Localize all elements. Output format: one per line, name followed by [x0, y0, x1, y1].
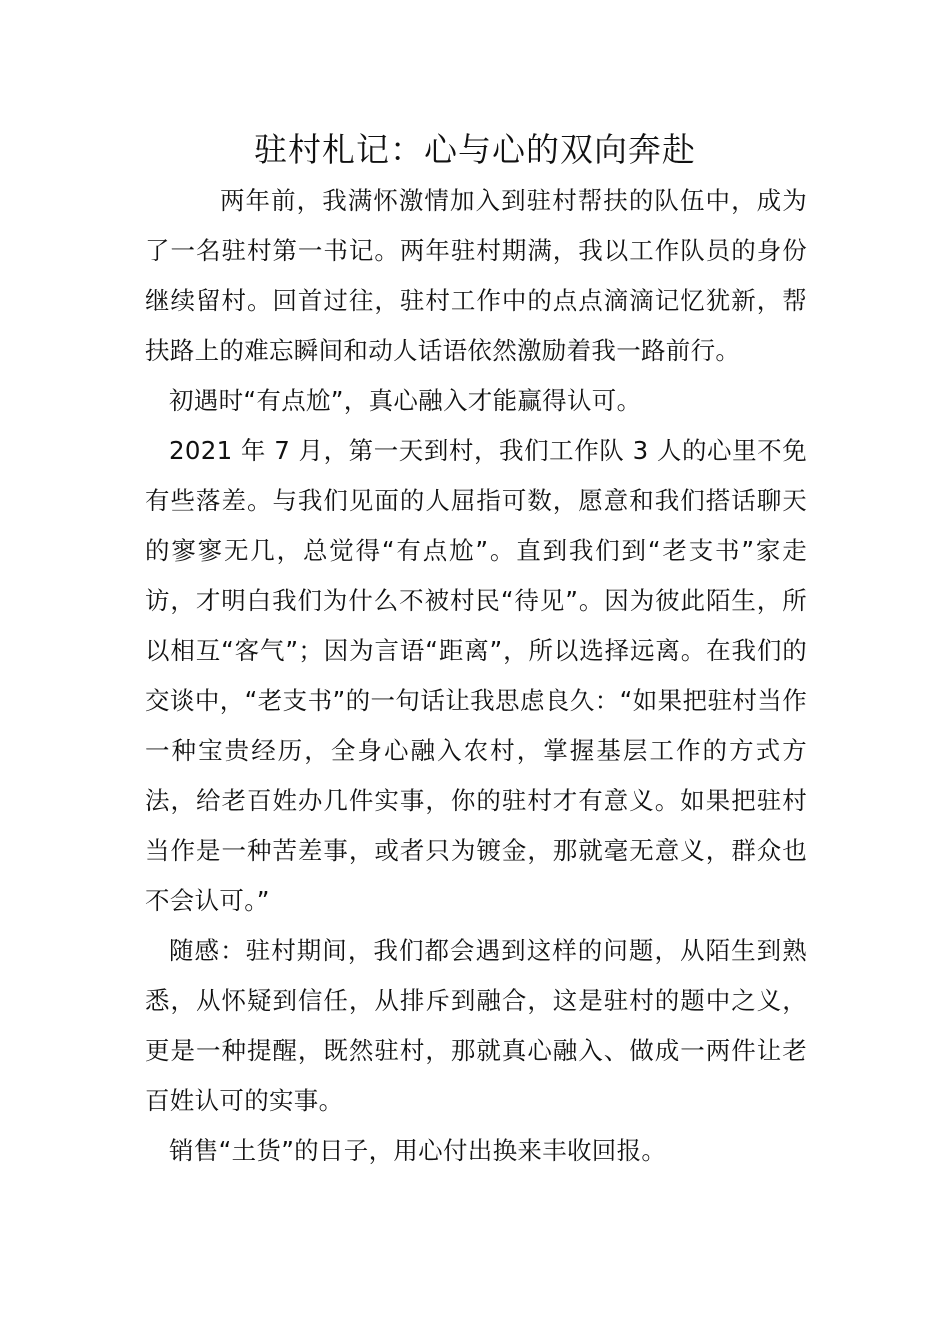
document-title: 驻村札记：心与心的双向奔赴	[254, 130, 696, 169]
section-heading-first-meeting: 初遇时“有点尬”，真心融入才能赢得认可。	[169, 386, 642, 415]
paragraph-first-day: 2021 年 7 月，第一天到村，我们工作队 3 人的心里不免有些落差。与我们见面的人屈指可数，愿意和我们搭话聊天的寥寥无几，总觉得“有点尬”。直到我们到“老支书”家走访，才明白我们为什么不被村民“待见”。因为彼此陌生，所以相互“客气”；因为言语“距离”，所以选择远离。在我们的交谈中，“老支书”的一句话让我思虑良久：“如果把驻村当作一种宝贵经历，全身心融入农村，掌握基层工作的方式方法，给老百姓办几件实事，你的驻村才有意义。如果把驻村当作是一种苦差事，或者只为镀金，那就毫无意义，群众也不会认可。”	[145, 436, 807, 915]
paragraph-intro: 两年前，我满怀激情加入到驻村帮扶的队伍中，成为了一名驻村第一书记。两年驻村期满，我以工作队员的身份继续留村。回首过往，驻村工作中的点点滴滴记忆犹新，帮扶路上的难忘瞬间和动人话语依然激励着我一路前行。	[145, 186, 807, 365]
section-heading-local-goods: 销售“土货”的日子，用心付出换来丰收回报。	[169, 1136, 667, 1165]
paragraph-reflection: 随感：驻村期间，我们都会遇到这样的问题，从陌生到熟悉，从怀疑到信任，从排斥到融合，这是驻村的题中之义，更是一种提醒，既然驻村，那就真心融入、做成一两件让老百姓认可的实事。	[145, 936, 807, 1115]
document-body	[145, 176, 807, 1176]
